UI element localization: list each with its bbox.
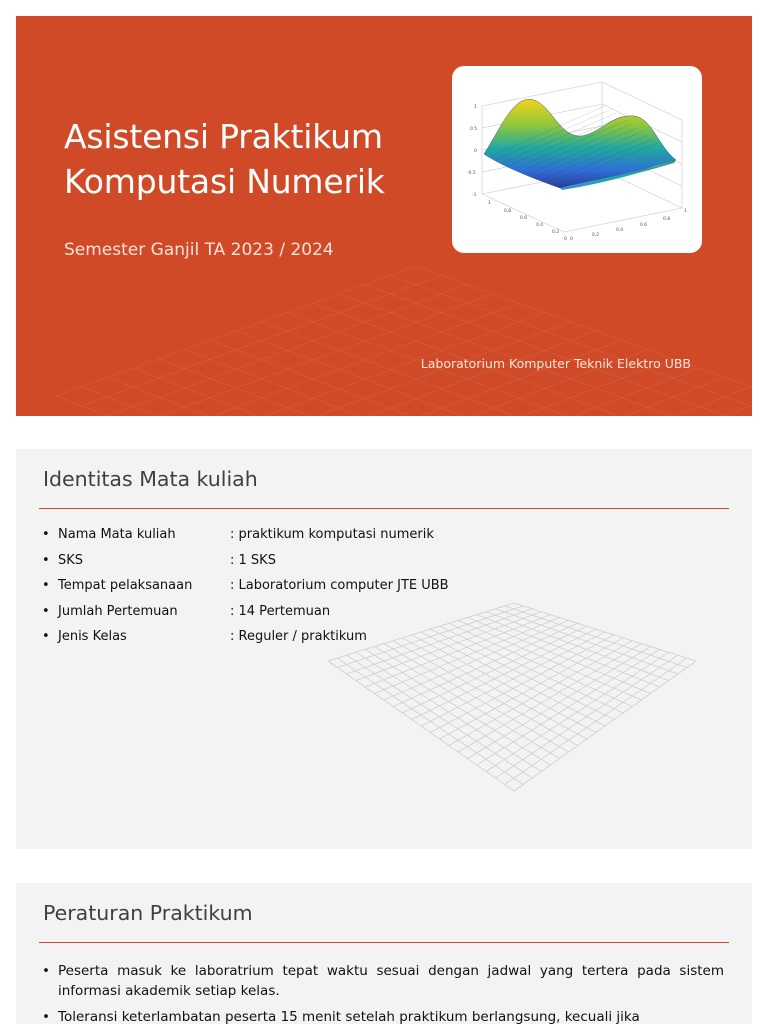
section-heading: Peraturan Praktikum <box>43 901 253 925</box>
y-tick: 0.2 <box>552 230 560 235</box>
surface-plot-image <box>452 66 702 253</box>
title-slide <box>16 16 752 416</box>
x-tick: 0.2 <box>592 233 600 238</box>
bullet: • <box>42 603 50 619</box>
z-tick: 0.5 <box>470 127 478 132</box>
section-heading: Identitas Mata kuliah <box>43 467 258 491</box>
z-tick: -1 <box>472 193 477 198</box>
list-item <box>42 961 724 1001</box>
perspective-grid <box>16 449 752 849</box>
list-item <box>42 1007 724 1024</box>
heading-divider <box>39 508 729 509</box>
info-label: Nama Mata kuliah <box>58 527 176 542</box>
x-tick: 1 <box>684 209 687 214</box>
lab-footer: Laboratorium Komputer Teknik Elektro UBB <box>420 356 691 371</box>
z-tick: 0 <box>474 149 477 154</box>
info-label: Jenis Kelas <box>58 629 127 644</box>
title-line-1: Asistensi Praktikum <box>64 117 383 156</box>
x-tick: 0.8 <box>663 217 671 222</box>
presentation-subtitle: Semester Ganjil TA 2023 / 2024 <box>64 240 334 260</box>
info-value: : Laboratorium computer JTE UBB <box>230 578 449 593</box>
info-value: : 1 SKS <box>230 552 276 568</box>
info-value: : praktikum komputasi numerik <box>230 527 434 542</box>
bullet: • <box>42 963 50 979</box>
info-label: Tempat pelaksanaan <box>58 578 193 593</box>
rules-list <box>42 961 724 1024</box>
3d-surface-plot-icon <box>452 66 702 253</box>
rule-text: Toleransi keterlambatan peserta 15 menit setelah praktikum berlangsung, kecuali jika <box>58 1009 640 1024</box>
rule-text: Peserta masuk ke laboratrium tepat waktu sesuai dengan jadwal yang tertera pada sistem informasi akademik setiap kelas. <box>58 963 724 999</box>
info-label: Jumlah Pertemuan <box>58 603 178 619</box>
z-tick: 1 <box>474 105 477 110</box>
y-tick: 0.4 <box>536 223 544 228</box>
y-tick: 1 <box>488 201 491 206</box>
bullet: • <box>42 629 50 644</box>
info-label: SKS <box>58 552 84 568</box>
heading-divider <box>39 942 729 943</box>
x-tick: 0.4 <box>616 228 624 233</box>
info-value: : 14 Pertemuan <box>230 603 331 619</box>
bullet: • <box>42 552 50 568</box>
z-tick: -0.5 <box>467 171 476 176</box>
bullet: • <box>42 1009 50 1024</box>
identity-slide <box>16 449 752 849</box>
y-tick: 0 <box>564 237 567 242</box>
info-value: : Reguler / praktikum <box>230 629 367 644</box>
bullet: • <box>42 527 50 542</box>
presentation-title <box>64 114 444 204</box>
bullet: • <box>42 578 50 593</box>
x-tick: 0 <box>570 237 573 242</box>
x-tick: 0.6 <box>640 223 648 228</box>
y-tick: 0.6 <box>520 216 528 221</box>
rules-slide <box>16 883 752 1024</box>
y-tick: 0.8 <box>504 209 512 214</box>
title-line-2: Komputasi Numerik <box>64 162 385 201</box>
